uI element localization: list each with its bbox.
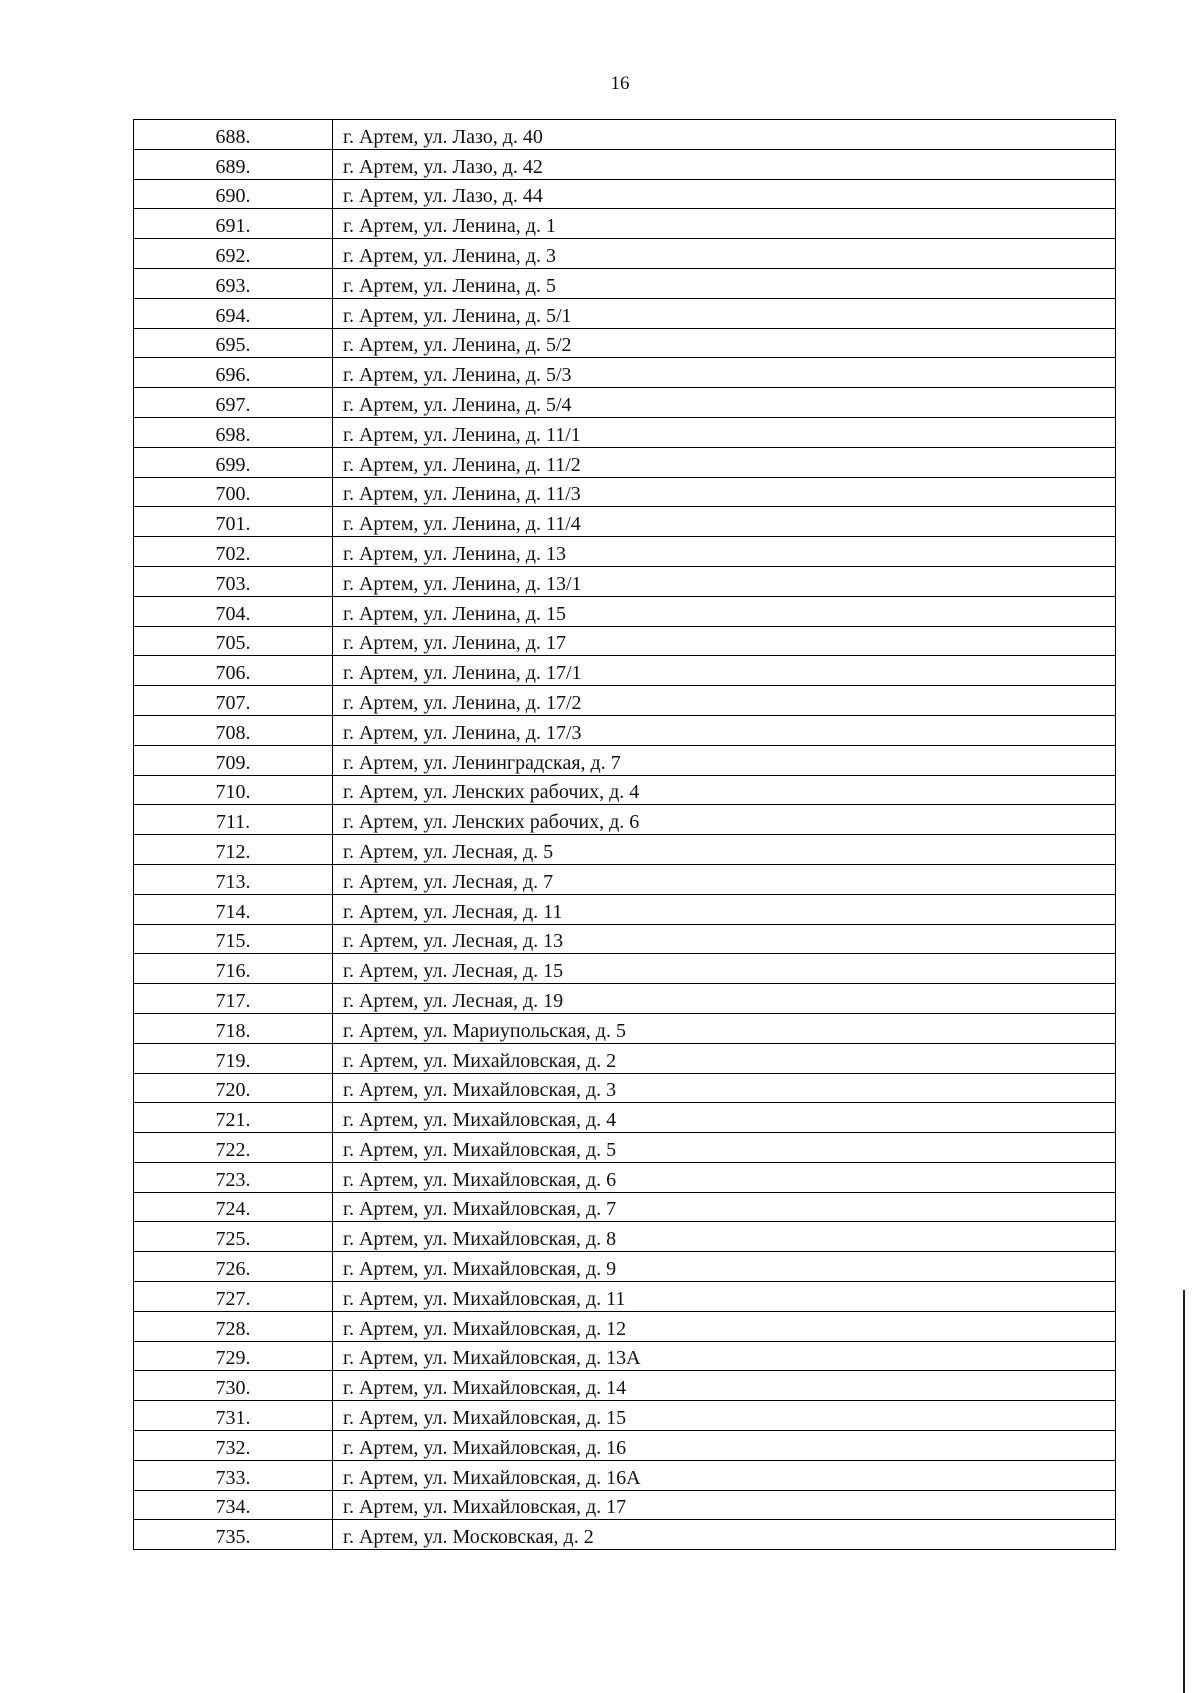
row-number: 715. (134, 924, 333, 954)
table-row (134, 1371, 1116, 1401)
row-number: 717. (134, 984, 333, 1014)
row-address: г. Артем, ул. Ленина, д. 11/2 (333, 447, 1116, 477)
row-number: 711. (134, 805, 333, 835)
row-number: 726. (134, 1252, 333, 1282)
row-number: 700. (134, 477, 333, 507)
row-number: 727. (134, 1282, 333, 1312)
row-address: г. Артем, ул. Михайловская, д. 6 (333, 1162, 1116, 1192)
row-number: 730. (134, 1371, 333, 1401)
row-address: г. Артем, ул. Ленина, д. 5 (333, 268, 1116, 298)
row-number: 724. (134, 1192, 333, 1222)
row-address: г. Артем, ул. Михайловская, д. 3 (333, 1073, 1116, 1103)
table-row (134, 775, 1116, 805)
row-address: г. Артем, ул. Лесная, д. 7 (333, 864, 1116, 894)
row-address: г. Артем, ул. Лесная, д. 19 (333, 984, 1116, 1014)
table-row (134, 954, 1116, 984)
table-row (134, 894, 1116, 924)
row-address: г. Артем, ул. Ленина, д. 5/4 (333, 388, 1116, 418)
row-address: г. Артем, ул. Михайловская, д. 7 (333, 1192, 1116, 1222)
row-number: 689. (134, 149, 333, 179)
row-address: г. Артем, ул. Михайловская, д. 4 (333, 1103, 1116, 1133)
row-number: 704. (134, 596, 333, 626)
row-address: г. Артем, ул. Ленина, д. 11/1 (333, 417, 1116, 447)
table-row (134, 149, 1116, 179)
table-row (134, 626, 1116, 656)
row-address: г. Артем, ул. Лесная, д. 5 (333, 835, 1116, 865)
row-number: 716. (134, 954, 333, 984)
row-number: 696. (134, 358, 333, 388)
table-row (134, 1013, 1116, 1043)
row-address: г. Артем, ул. Михайловская, д. 15 (333, 1401, 1116, 1431)
row-number: 709. (134, 745, 333, 775)
table-row (134, 1341, 1116, 1371)
row-address: г. Артем, ул. Михайловская, д. 11 (333, 1282, 1116, 1312)
row-address: г. Артем, ул. Михайловская, д. 2 (333, 1043, 1116, 1073)
row-number: 719. (134, 1043, 333, 1073)
row-address: г. Артем, ул. Ленских рабочих, д. 6 (333, 805, 1116, 835)
table-row (134, 298, 1116, 328)
row-address: г. Артем, ул. Ленина, д. 11/3 (333, 477, 1116, 507)
row-number: 725. (134, 1222, 333, 1252)
row-address: г. Артем, ул. Ленских рабочих, д. 4 (333, 775, 1116, 805)
table-row (134, 239, 1116, 269)
table-row (134, 656, 1116, 686)
table-row (134, 507, 1116, 537)
table-row (134, 1133, 1116, 1163)
row-number: 723. (134, 1162, 333, 1192)
row-address: г. Артем, ул. Ленина, д. 5/2 (333, 328, 1116, 358)
row-number: 705. (134, 626, 333, 656)
row-number: 707. (134, 686, 333, 716)
row-number: 692. (134, 239, 333, 269)
row-number: 688. (134, 120, 333, 150)
table-row (134, 1103, 1116, 1133)
row-address: г. Артем, ул. Ленинградская, д. 7 (333, 745, 1116, 775)
table-row (134, 835, 1116, 865)
row-number: 710. (134, 775, 333, 805)
table-row (134, 447, 1116, 477)
scan-edge-line (1183, 1290, 1185, 1693)
row-address: г. Артем, ул. Ленина, д. 17/1 (333, 656, 1116, 686)
table-row (134, 417, 1116, 447)
table-row (134, 358, 1116, 388)
row-address: г. Артем, ул. Лесная, д. 13 (333, 924, 1116, 954)
table-row (134, 268, 1116, 298)
table-row (134, 745, 1116, 775)
row-address: г. Артем, ул. Ленина, д. 17/2 (333, 686, 1116, 716)
row-address: г. Артем, ул. Михайловская, д. 17 (333, 1490, 1116, 1520)
table-row (134, 477, 1116, 507)
table-row (134, 1073, 1116, 1103)
table-row (134, 1162, 1116, 1192)
table-row (134, 1311, 1116, 1341)
row-address: г. Артем, ул. Ленина, д. 17 (333, 626, 1116, 656)
table-row (134, 209, 1116, 239)
row-number: 713. (134, 864, 333, 894)
row-number: 702. (134, 537, 333, 567)
row-number: 729. (134, 1341, 333, 1371)
table-row (134, 1460, 1116, 1490)
row-address: г. Артем, ул. Лазо, д. 40 (333, 120, 1116, 150)
row-address: г. Артем, ул. Ленина, д. 11/4 (333, 507, 1116, 537)
row-address: г. Артем, ул. Ленина, д. 5/3 (333, 358, 1116, 388)
row-address: г. Артем, ул. Ленина, д. 13 (333, 537, 1116, 567)
table-row (134, 1401, 1116, 1431)
row-number: 701. (134, 507, 333, 537)
table-row (134, 328, 1116, 358)
row-address: г. Артем, ул. Ленина, д. 13/1 (333, 566, 1116, 596)
row-address: г. Артем, ул. Михайловская, д. 16А (333, 1460, 1116, 1490)
row-address: г. Артем, ул. Михайловская, д. 8 (333, 1222, 1116, 1252)
row-number: 690. (134, 179, 333, 209)
address-table (133, 119, 1116, 1550)
row-number: 712. (134, 835, 333, 865)
row-number: 733. (134, 1460, 333, 1490)
table-row (134, 1282, 1116, 1312)
row-number: 732. (134, 1431, 333, 1461)
row-address: г. Артем, ул. Ленина, д. 3 (333, 239, 1116, 269)
table-row (134, 924, 1116, 954)
row-number: 695. (134, 328, 333, 358)
table-row (134, 596, 1116, 626)
row-number: 699. (134, 447, 333, 477)
table-row (134, 179, 1116, 209)
row-address: г. Артем, ул. Михайловская, д. 9 (333, 1252, 1116, 1282)
table-row (134, 1222, 1116, 1252)
row-address: г. Артем, ул. Михайловская, д. 16 (333, 1431, 1116, 1461)
table-row (134, 715, 1116, 745)
row-address: г. Артем, ул. Лесная, д. 11 (333, 894, 1116, 924)
row-address: г. Артем, ул. Мариупольская, д. 5 (333, 1013, 1116, 1043)
table-row (134, 864, 1116, 894)
table-row (134, 686, 1116, 716)
table-row (134, 1252, 1116, 1282)
row-address: г. Артем, ул. Ленина, д. 5/1 (333, 298, 1116, 328)
row-number: 735. (134, 1520, 333, 1550)
table-row (134, 120, 1116, 150)
table-row (134, 1520, 1116, 1550)
row-number: 694. (134, 298, 333, 328)
row-number: 714. (134, 894, 333, 924)
row-number: 693. (134, 268, 333, 298)
row-address: г. Артем, ул. Лесная, д. 15 (333, 954, 1116, 984)
table-row (134, 1431, 1116, 1461)
row-number: 731. (134, 1401, 333, 1431)
row-address: г. Артем, ул. Ленина, д. 17/3 (333, 715, 1116, 745)
table-row (134, 1192, 1116, 1222)
row-number: 722. (134, 1133, 333, 1163)
table-row (134, 566, 1116, 596)
row-number: 734. (134, 1490, 333, 1520)
row-address: г. Артем, ул. Лазо, д. 44 (333, 179, 1116, 209)
row-number: 718. (134, 1013, 333, 1043)
table-row (134, 388, 1116, 418)
row-number: 703. (134, 566, 333, 596)
row-address: г. Артем, ул. Михайловская, д. 13А (333, 1341, 1116, 1371)
row-number: 721. (134, 1103, 333, 1133)
row-address: г. Артем, ул. Ленина, д. 1 (333, 209, 1116, 239)
row-number: 708. (134, 715, 333, 745)
row-number: 720. (134, 1073, 333, 1103)
table-row (134, 805, 1116, 835)
row-address: г. Артем, ул. Московская, д. 2 (333, 1520, 1116, 1550)
row-number: 698. (134, 417, 333, 447)
table-row (134, 1043, 1116, 1073)
row-address: г. Артем, ул. Ленина, д. 15 (333, 596, 1116, 626)
address-table-body (134, 120, 1116, 1550)
row-number: 691. (134, 209, 333, 239)
row-number: 706. (134, 656, 333, 686)
table-row (134, 984, 1116, 1014)
page-number: 16 (610, 73, 630, 94)
row-address: г. Артем, ул. Михайловская, д. 14 (333, 1371, 1116, 1401)
row-number: 728. (134, 1311, 333, 1341)
table-row (134, 1490, 1116, 1520)
row-number: 697. (134, 388, 333, 418)
table-row (134, 537, 1116, 567)
row-address: г. Артем, ул. Михайловская, д. 12 (333, 1311, 1116, 1341)
row-address: г. Артем, ул. Лазо, д. 42 (333, 149, 1116, 179)
row-address: г. Артем, ул. Михайловская, д. 5 (333, 1133, 1116, 1163)
